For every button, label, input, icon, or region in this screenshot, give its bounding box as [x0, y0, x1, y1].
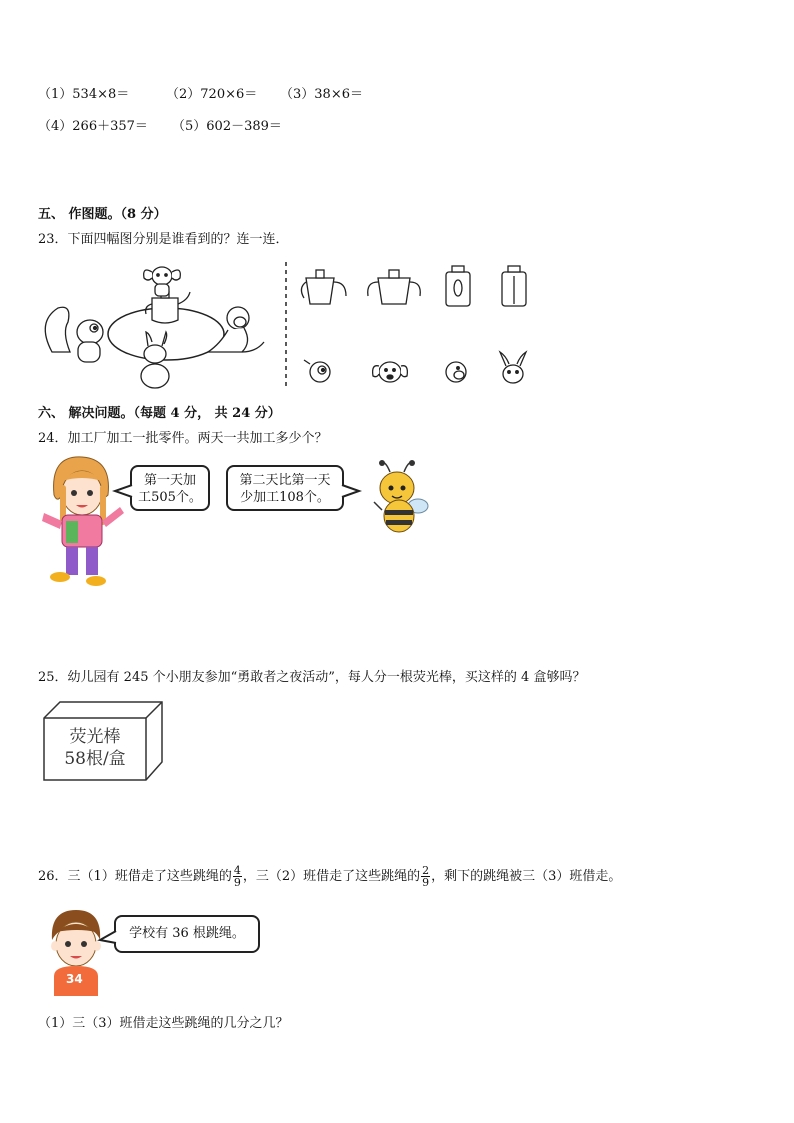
speech-bubble-second-day	[226, 465, 344, 511]
calc-q5: （5）602－389＝	[172, 119, 282, 134]
rabbit-head-icon	[500, 352, 526, 383]
q24-text: 24．加工厂加工一批零件。两天一共加工多少个？	[38, 431, 328, 446]
monkey-icon	[208, 307, 264, 352]
bubble2-tail	[342, 484, 360, 498]
q26-text	[38, 864, 621, 890]
q23-divider	[284, 262, 288, 388]
calc-q3: （3）38×6＝	[280, 87, 363, 102]
squirrel-icon	[45, 307, 103, 362]
speech-bubble-first-day	[130, 465, 210, 511]
monkey-head-icon	[446, 362, 466, 382]
teapot-view-3-icon	[446, 266, 470, 306]
frac2-num: 2	[422, 864, 430, 877]
dog-head-icon	[373, 362, 408, 382]
teapot-view-4-icon	[502, 266, 526, 306]
calc-q2: （2）720×6＝	[166, 87, 258, 102]
q26-suffix: ，剩下的跳绳被三（3）班借走。	[431, 869, 622, 884]
animal-views	[300, 350, 540, 390]
q26-middle: ，三（2）班借走了这些跳绳的	[242, 869, 421, 884]
calc-q4: （4）266＋357＝	[38, 119, 148, 134]
bubble3-tail	[99, 930, 116, 944]
bee-icon	[368, 460, 430, 536]
squirrel-head-icon	[304, 360, 330, 382]
jersey-number: 34	[66, 972, 83, 986]
bubble1-line2: 工505个。	[138, 490, 202, 505]
q25-text: 25．幼儿园有 245 个小朋友参加“勇敢者之夜活动”，每人分一根荧光棒，买这样的 4 盒够吗？	[38, 670, 586, 685]
bubble2-line2: 少加工108个。	[240, 490, 330, 505]
frac1-den: 9	[233, 876, 241, 889]
girl-icon	[38, 455, 128, 587]
q23-table-scene	[38, 262, 278, 392]
q26-prefix: 26．三（1）班借走了这些跳绳的	[38, 869, 232, 884]
frac1-num: 4	[233, 864, 241, 877]
teapot-view-2-icon	[368, 270, 421, 304]
section6-title: 六、 解决问题。（每题 4 分， 共 24 分）	[38, 406, 281, 421]
q26-sub1: （1）三（3）班借走这些跳绳的几分之几？	[38, 1016, 289, 1031]
teapot-views	[296, 264, 536, 314]
dog-icon	[144, 267, 181, 296]
bubble1-tail	[114, 484, 132, 498]
q23-text: 23．下面四幅图分别是谁看到的？连一连．	[38, 232, 289, 247]
bubble-ropes-text: 学校有 36 根跳绳。	[129, 926, 245, 941]
bubble1-line1: 第一天加	[143, 473, 196, 488]
speech-bubble-ropes	[114, 915, 260, 953]
teapot-on-table-icon	[146, 292, 190, 323]
box-label-name: 荧光棒	[69, 727, 121, 747]
teapot-view-1-icon	[301, 270, 346, 304]
bubble2-line1: 第二天比第一天	[239, 473, 331, 488]
fraction-2-9	[421, 865, 430, 888]
fraction-4-9	[233, 865, 242, 888]
section5-title: 五、 作图题。（8 分）	[38, 207, 167, 222]
calc-q1: （1）534×8＝	[38, 87, 130, 102]
frac2-den: 9	[422, 876, 430, 889]
box-label-qty: 58根/盒	[64, 749, 126, 769]
